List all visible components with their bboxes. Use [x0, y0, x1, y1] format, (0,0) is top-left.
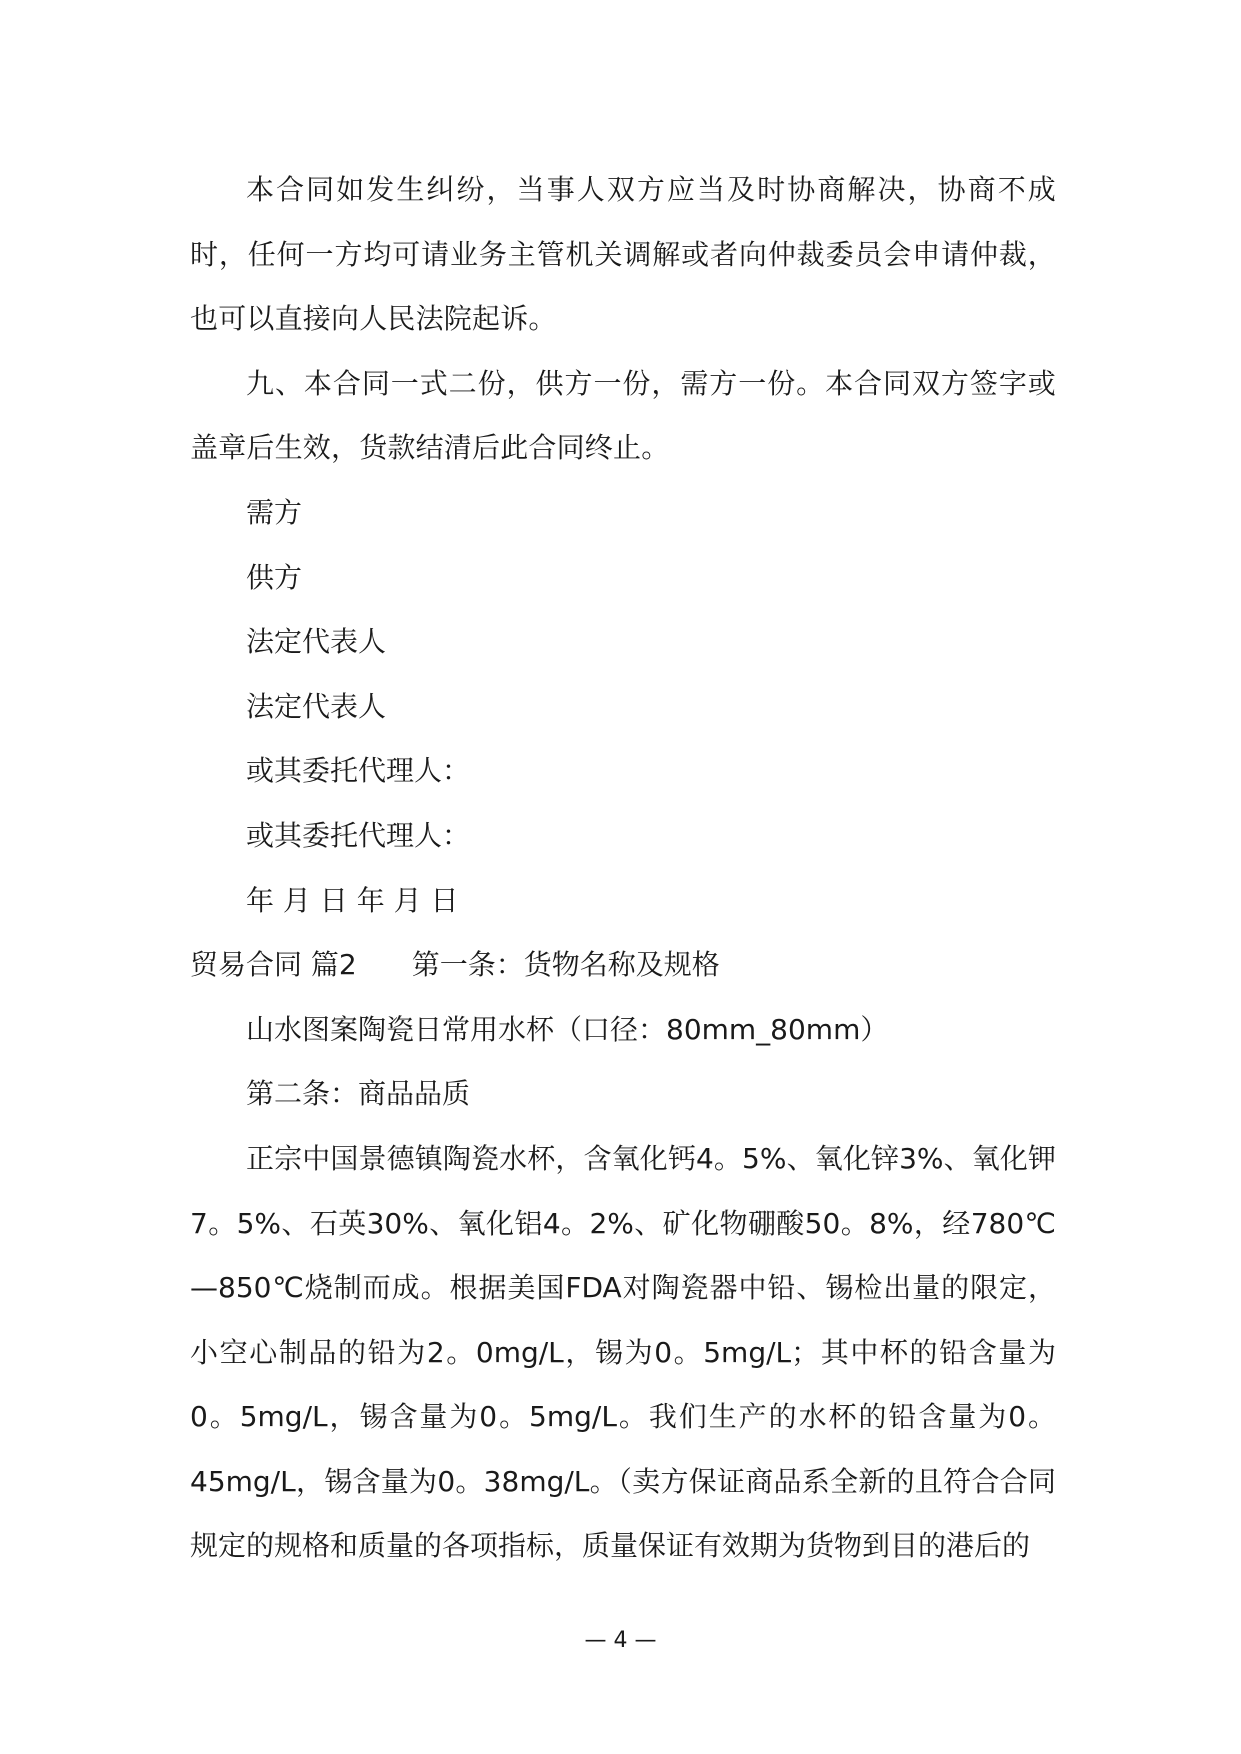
- agent-label-2: 或其委托代理人：: [246, 818, 471, 852]
- section-title: 贸易合同 篇2: [190, 948, 357, 982]
- article-two-title: 第二条：商品品质: [246, 1077, 471, 1111]
- article-one-title: 第一条：货物名称及规格: [411, 948, 720, 982]
- agent-label-1: 或其委托代理人：: [246, 754, 471, 788]
- page-number: — 4 —: [584, 1628, 657, 1653]
- demand-party-label: 需方: [246, 495, 303, 529]
- body-text: [190, 158, 1056, 1579]
- clause-nine-paragraph: 九、本合同一式二份，供方一份，需方一份。本合同双方签字或盖章后生效，货款结清后此合同终止。: [190, 366, 1056, 465]
- date-line: 年 月 日 年 月 日: [246, 883, 459, 917]
- dispute-paragraph: 本合同如发生纠纷，当事人双方应当及时协商解决，协商不成时，任何一方均可请业务主管机关调解或者向仲裁委员会申请仲裁，也可以直接向人民法院起诉。: [190, 173, 1056, 336]
- quality-paragraph: 正宗中国景德镇陶瓷水杯，含氧化钙4。5%、氧化锌3%、氧化钾7。5%、石英30%、氧化铝4。2%、矿化物硼酸50。8%，经780℃—850℃烧制而成。根据美国FDA对陶瓷器中铅、锡检出量的限定，小空心制品的铅为2。0mg/L，锡为0。5mg/L；其中杯的铅含量为0。5mg/L，锡含量为0。5mg/L。我们生产的水杯的铅含量为0。45mg/L，锡含量为0。38mg/L。（卖方保证商品系全新的且符合合同规定的规格和质量的各项指标，质量保证有效期为货物到目的港后的: [190, 1141, 1056, 1563]
- product-name-line: 山水图案陶瓷日常用水杯（口径：80mm_80mm）: [246, 1012, 889, 1046]
- legal-rep-label-2: 法定代表人: [246, 689, 387, 723]
- section-heading-row: [190, 933, 1056, 998]
- supply-party-label: 供方: [246, 560, 303, 594]
- legal-rep-label-1: 法定代表人: [246, 625, 387, 659]
